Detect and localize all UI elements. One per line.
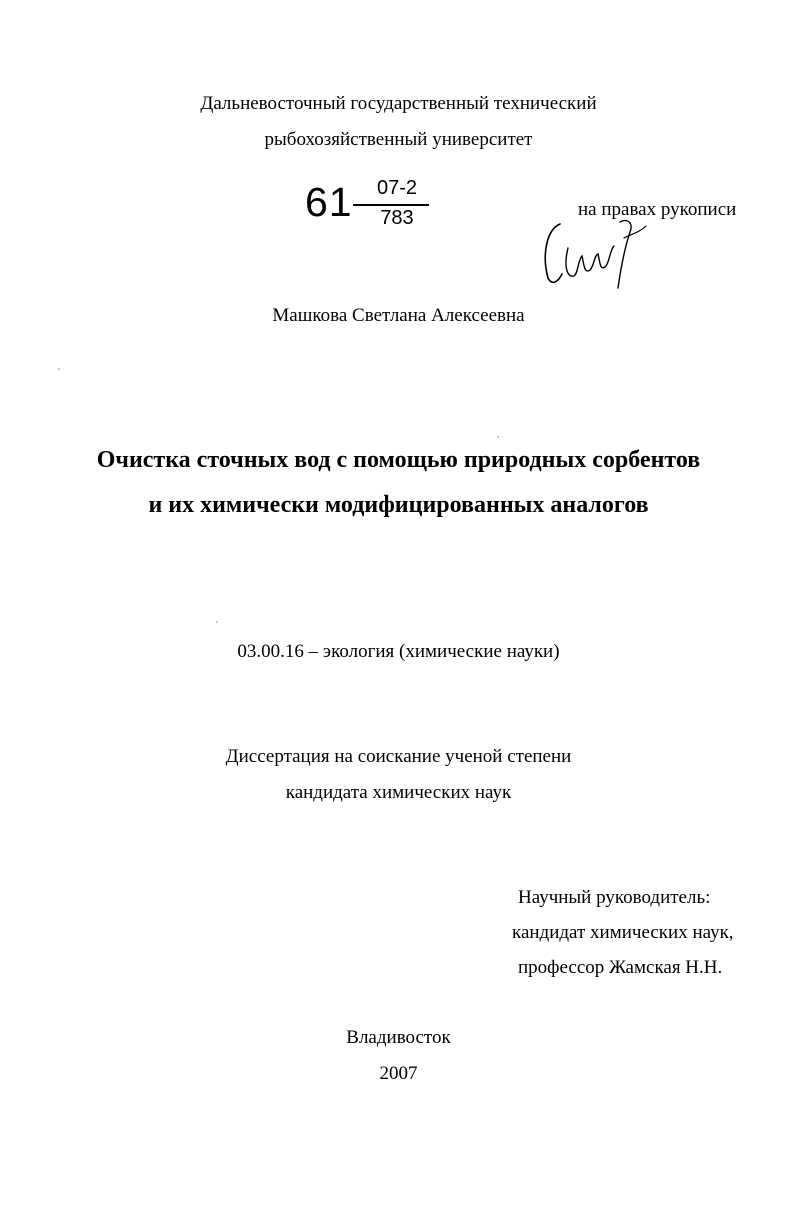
degree-line-1: Диссертация на соискание ученой степени: [225, 746, 572, 767]
supervisor-name: профессор Жамская Н.Н.: [518, 957, 723, 978]
scan-speck: [58, 368, 60, 370]
university-line-2: рыбохозяйственный университет: [264, 129, 533, 150]
stamp-numerator: 07-2: [376, 177, 418, 199]
supervisor-degree: кандидат химических наук,: [512, 922, 734, 943]
university-line-1: Дальневосточный государственный технический: [200, 93, 597, 114]
stamp-denominator: 783: [380, 207, 414, 229]
dissertation-title-line-2: и их химически модифицированных аналогов: [148, 492, 649, 518]
specialty-code: 03.00.16 – экология (химические науки): [237, 641, 560, 662]
manuscript-note: на правах рукописи: [578, 199, 737, 220]
signature-image: [538, 216, 658, 296]
supervisor-label: Научный руководитель:: [518, 887, 711, 908]
degree-line-2: кандидата химических наук: [285, 782, 512, 803]
scan-speck: [216, 621, 218, 623]
scan-speck: [497, 436, 499, 438]
dissertation-title-line-1: Очистка сточных вод с помощью природных сорбентов: [96, 447, 701, 473]
stamp-fraction-bar: [353, 204, 429, 206]
registration-stamp: [305, 176, 435, 236]
author-name: Машкова Светлана Алексеевна: [272, 305, 525, 326]
year: 2007: [379, 1063, 418, 1084]
stamp-main-number: 61: [305, 179, 353, 225]
city: Владивосток: [346, 1027, 451, 1048]
